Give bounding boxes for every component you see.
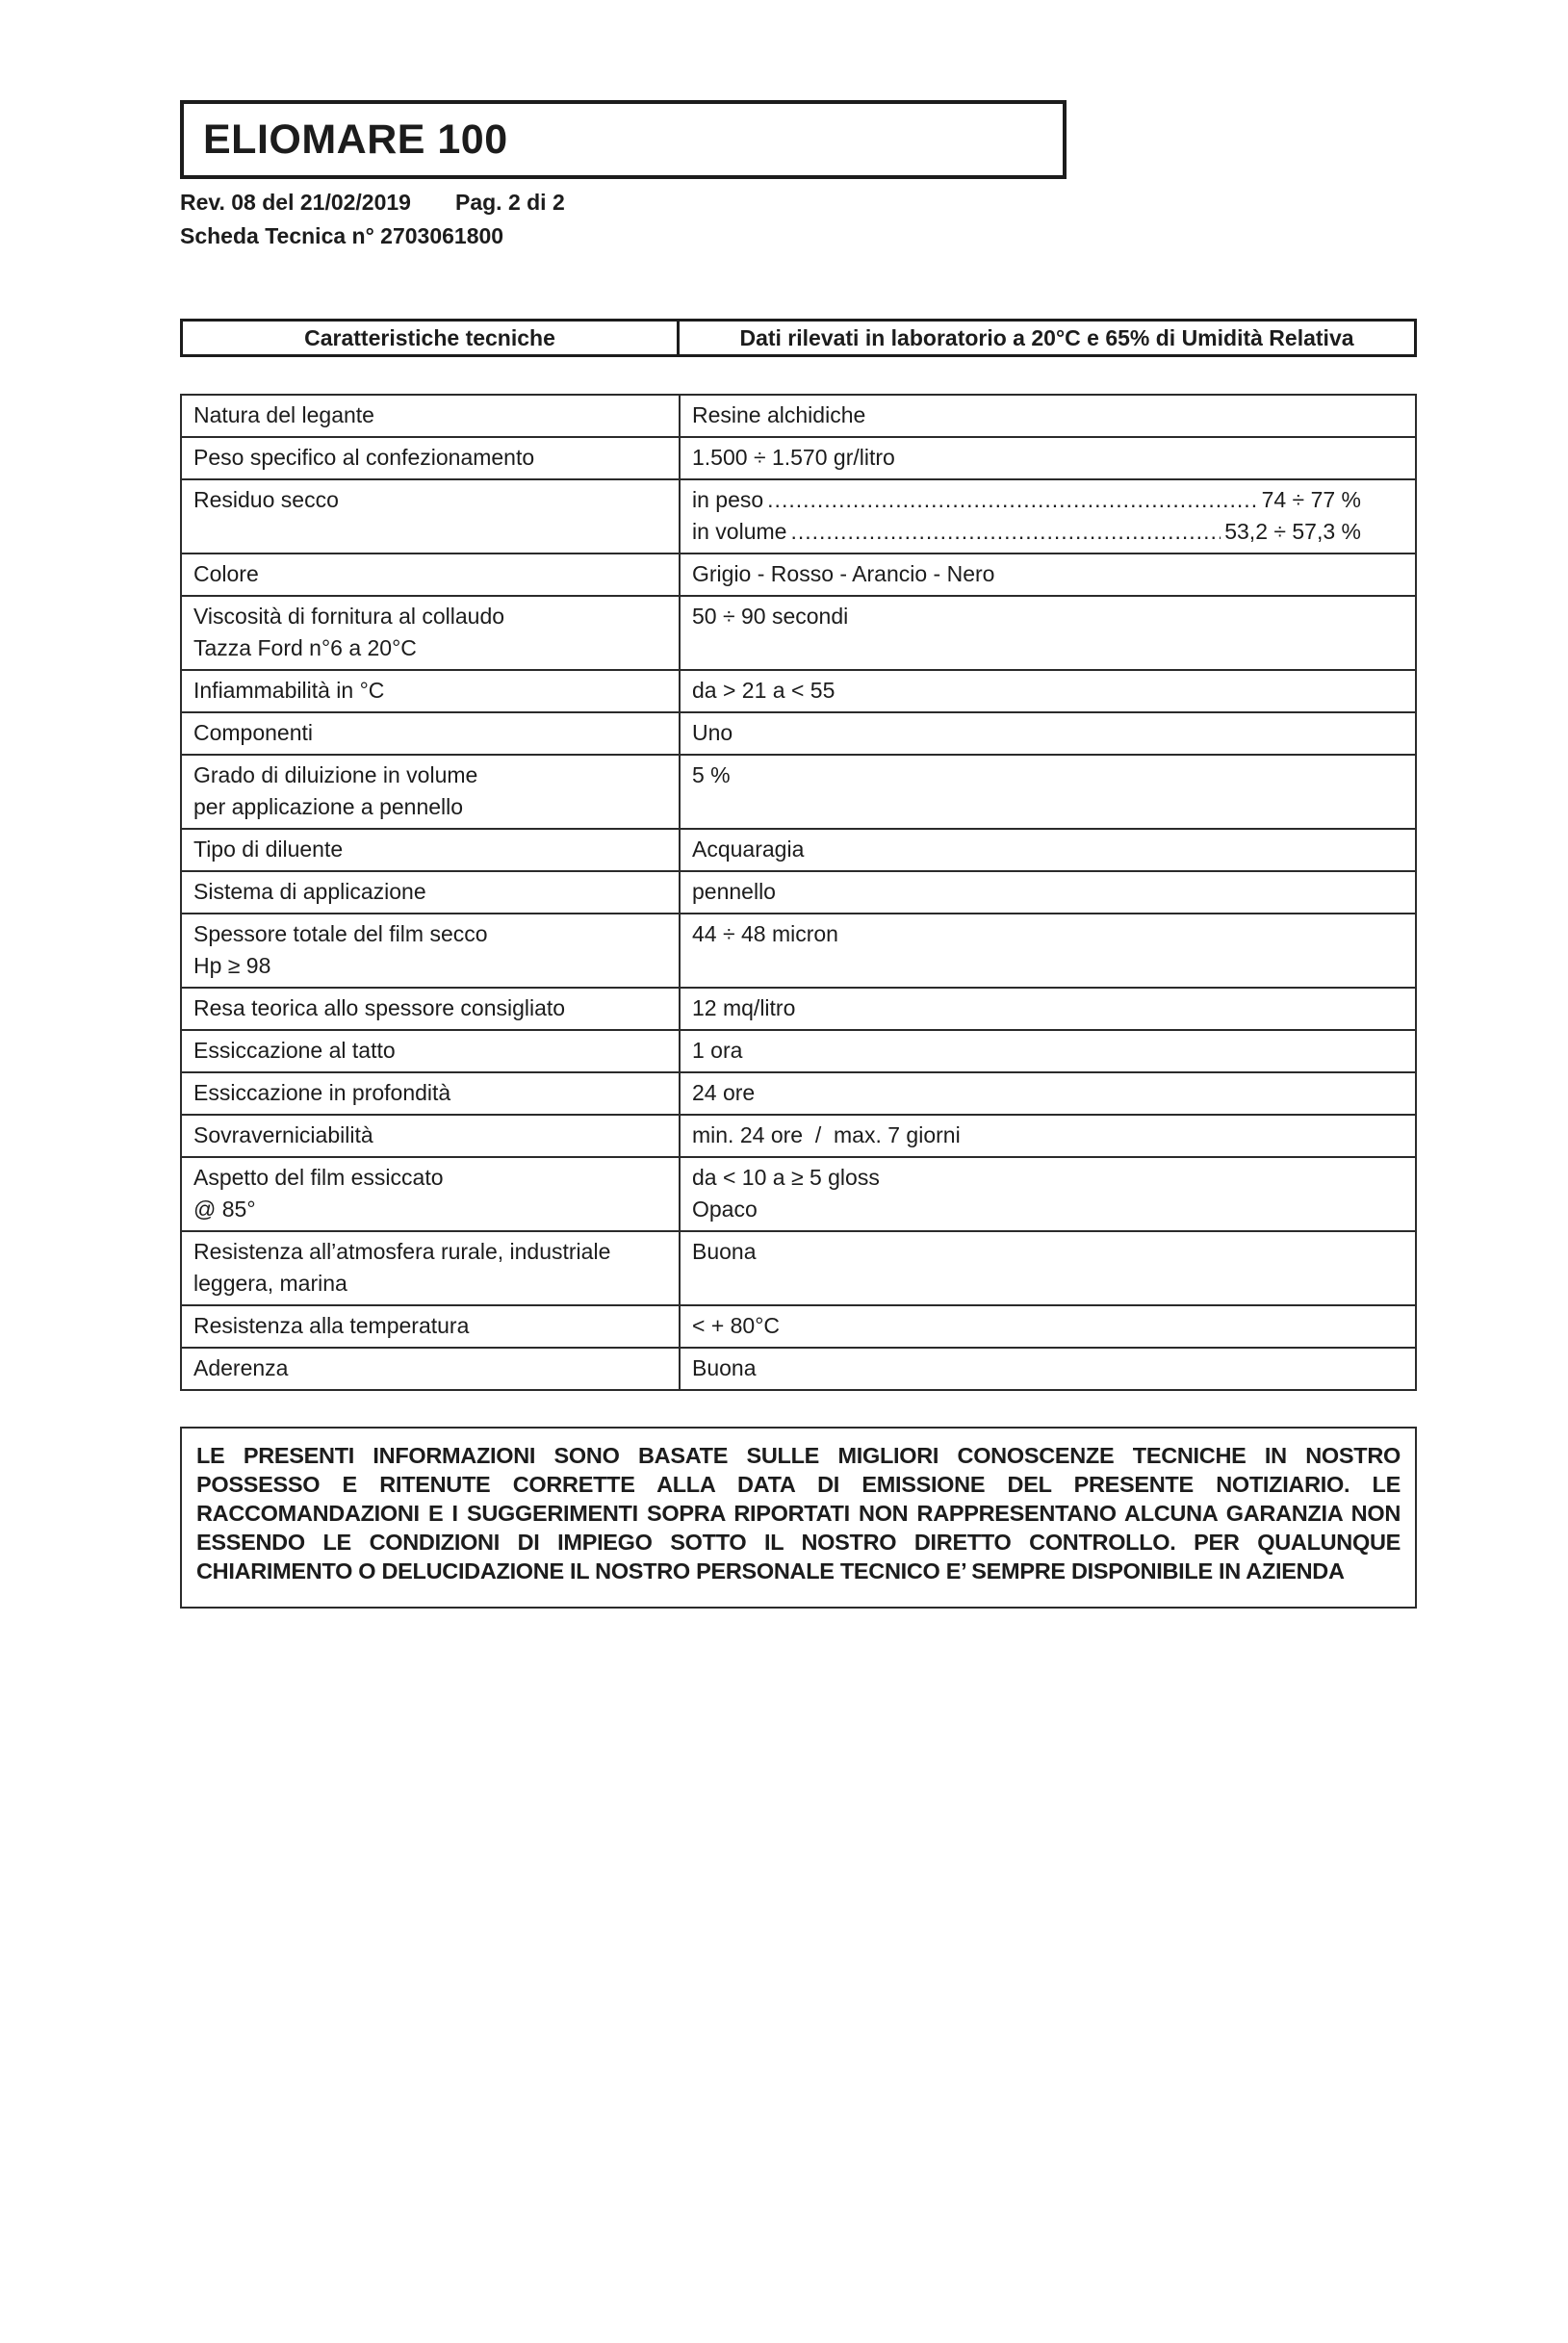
row-label: Componenti xyxy=(181,712,680,755)
row-label: Peso specifico al confezionamento xyxy=(181,437,680,479)
row-value: 1.500 ÷ 1.570 gr/litro xyxy=(680,437,1416,479)
leader-dots xyxy=(767,484,1257,516)
row-value: Buona xyxy=(680,1348,1416,1390)
row-value: 5 % xyxy=(680,755,1416,829)
leader-value: 53,2 ÷ 57,3 % xyxy=(1224,519,1361,544)
row-value: da > 21 a < 55 xyxy=(680,670,1416,712)
table-row xyxy=(181,1231,1416,1305)
row-value: Uno xyxy=(680,712,1416,755)
row-label: Natura del legante xyxy=(181,395,680,437)
spec-table-header xyxy=(180,319,1417,357)
row-label: Resistenza alla temperatura xyxy=(181,1305,680,1348)
revision-label: Rev. 08 del 21/02/2019 xyxy=(180,190,411,215)
row-value: Buona xyxy=(680,1231,1416,1305)
row-label: Resa teorica allo spessore consigliato xyxy=(181,988,680,1030)
disclaimer-box xyxy=(180,1427,1417,1609)
page-title: ELIOMARE 100 xyxy=(203,116,508,163)
table-row xyxy=(181,871,1416,914)
table-row xyxy=(181,1348,1416,1390)
table-row xyxy=(181,395,1416,437)
spec-table xyxy=(180,394,1417,1391)
row-value: min. 24 ore / max. 7 giorni xyxy=(680,1115,1416,1157)
disclaimer-text: LE PRESENTI INFORMAZIONI SONO BASATE SULLE MIGLIORI CONOSCENZE TECNICHE IN NOSTRO POSSESSO E RITENUTE CORRETTE ALLA DATA DI EMISSIONE DEL PRESENTE NOTIZIARIO. LE RACCOMANDAZIONI E I SUGGERIMENTI SOPRA RIPORTATI NON RAPPRESENTANO ALCUNA GARANZIA NON ESSENDO LE CONDIZIONI DI IMPIEGO SOTTO IL NOSTRO DIRETTO CONTROLLO. PER QUALUNQUE CHIARIMENTO O DELUCIDAZIONE IL NOSTRO PERSONALE TECNICO E’ SEMPRE DISPONIBILE IN AZIENDA xyxy=(196,1443,1401,1583)
row-label: Sistema di applicazione xyxy=(181,871,680,914)
table-row xyxy=(181,437,1416,479)
table-row xyxy=(181,988,1416,1030)
row-label: Essiccazione al tatto xyxy=(181,1030,680,1072)
row-value: Resine alchidiche xyxy=(680,395,1416,437)
row-value: Grigio - Rosso - Arancio - Nero xyxy=(680,554,1416,596)
header-col-lab-data: Dati rilevati in laboratorio a 20°C e 65% di Umidità Relativa xyxy=(739,324,1354,350)
row-label: Aderenza xyxy=(181,1348,680,1390)
row-label: Viscosità di fornitura al collaudo Tazza Ford n°6 a 20°C xyxy=(181,596,680,670)
table-row xyxy=(181,479,1416,554)
row-value: Acquaragia xyxy=(680,829,1416,871)
table-row xyxy=(181,914,1416,988)
row-label: Infiammabilità in °C xyxy=(181,670,680,712)
leader-name: in peso xyxy=(692,487,764,512)
table-row xyxy=(181,712,1416,755)
page-number: Pag. 2 di 2 xyxy=(454,190,565,215)
leader-line xyxy=(692,516,1403,548)
row-value: pennello xyxy=(680,871,1416,914)
row-label: Tipo di diluente xyxy=(181,829,680,871)
table-row xyxy=(181,1305,1416,1348)
row-value: 44 ÷ 48 micron xyxy=(680,914,1416,988)
table-row xyxy=(181,1157,1416,1231)
row-value: da < 10 a ≥ 5 gloss Opaco xyxy=(680,1157,1416,1231)
table-row xyxy=(181,1072,1416,1115)
row-label: Essiccazione in profondità xyxy=(181,1072,680,1115)
table-row xyxy=(181,1030,1416,1072)
row-label: Grado di diluizione in volume per applicazione a pennello xyxy=(181,755,680,829)
title-box xyxy=(180,100,1067,179)
row-label: Aspetto del film essiccato @ 85° xyxy=(181,1157,680,1231)
revision-line xyxy=(180,186,1417,219)
table-row xyxy=(181,596,1416,670)
table-row xyxy=(181,670,1416,712)
row-label: Residuo secco xyxy=(181,479,680,554)
header-col-characteristics: Caratteristiche tecniche xyxy=(183,322,680,354)
row-value: 1 ora xyxy=(680,1030,1416,1072)
table-row xyxy=(181,829,1416,871)
page-content xyxy=(180,0,1417,1609)
row-label: Resistenza all’atmosfera rurale, industriale leggera, marina xyxy=(181,1231,680,1305)
row-label: Spessore totale del film secco Hp ≥ 98 xyxy=(181,914,680,988)
sheet-number-line xyxy=(180,219,1417,253)
row-value: 12 mq/litro xyxy=(680,988,1416,1030)
table-row xyxy=(181,1115,1416,1157)
leader-value: 74 ÷ 77 % xyxy=(1261,487,1361,512)
spec-table-body xyxy=(181,395,1416,1390)
row-label: Sovraverniciabilità xyxy=(181,1115,680,1157)
row-value: 50 ÷ 90 secondi xyxy=(680,596,1416,670)
row-value: 24 ore xyxy=(680,1072,1416,1115)
row-label: Colore xyxy=(181,554,680,596)
leader-dots xyxy=(790,516,1221,548)
row-value: < + 80°C xyxy=(680,1305,1416,1348)
table-row xyxy=(181,554,1416,596)
row-value xyxy=(680,479,1416,554)
table-row xyxy=(181,755,1416,829)
leader-line xyxy=(692,484,1403,516)
sheet-number: Scheda Tecnica n° 2703061800 xyxy=(180,223,504,248)
leader-name: in volume xyxy=(692,519,787,544)
